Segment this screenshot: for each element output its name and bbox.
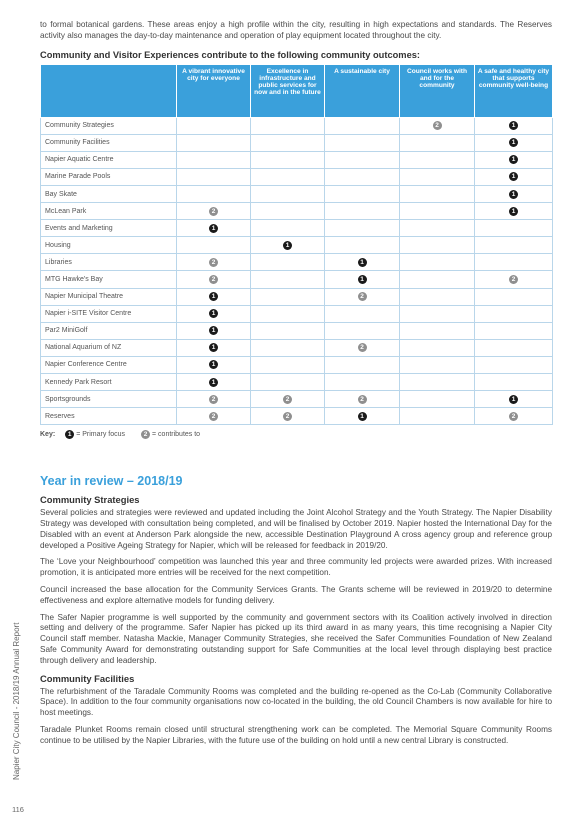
key-contributes-text: = contributes to	[152, 431, 201, 439]
row-activity-name: Kennedy Park Resort	[41, 374, 177, 391]
outcome-cell	[251, 117, 325, 134]
outcome-cell	[400, 356, 475, 373]
outcome-cell	[177, 220, 251, 237]
outcome-cell	[177, 254, 251, 271]
outcome-cell	[177, 151, 251, 168]
facilities-paragraph: The refurbishment of the Taradale Community Rooms was completed and the building re-opened as the Co-Lab (Community Collaborative Space). In addition to the four community organisations now co-located in the building, the old Council Chambers is now available for hire to host meetings.	[40, 686, 552, 718]
outcome-cell	[177, 237, 251, 254]
outcome-cell	[251, 134, 325, 151]
contributes-to-icon: 2	[509, 275, 518, 284]
outcome-cell	[251, 220, 325, 237]
primary-focus-icon: 1	[509, 207, 518, 216]
outcome-cell	[400, 374, 475, 391]
contributes-to-icon: 2	[209, 275, 218, 284]
outcome-cell	[177, 322, 251, 339]
outcome-cell	[251, 288, 325, 305]
primary-focus-icon: 1	[358, 412, 367, 421]
table-row	[41, 203, 553, 220]
outcome-cell	[251, 374, 325, 391]
document-page	[40, 20, 552, 753]
header-cell-blank	[41, 64, 177, 117]
row-activity-name: Community Facilities	[41, 134, 177, 151]
outcome-cell	[325, 391, 400, 408]
header-sustainable-city: A sustainable city	[325, 64, 400, 117]
outcome-cell	[400, 322, 475, 339]
outcome-cell	[251, 185, 325, 202]
outcome-cell	[177, 288, 251, 305]
table-row	[41, 134, 553, 151]
primary-focus-icon: 1	[509, 395, 518, 404]
outcome-cell	[177, 374, 251, 391]
strategies-paragraph: Several policies and strategies were reviewed and updated including the Joint Alcohol Strategy and the Youth Strategy. The Napier Disability Strategy was developed with consultation being completed, and will be finalised by October 2019. Napier hosted the International Day for the Disabled with an event at Anderson Park alongside the new, accessible Destination Playground A cross agency group and reference group developed a Positive Ageing Strategy for Napier, which will be released for feedback in 2019/20.	[40, 508, 552, 550]
outcome-cell	[325, 374, 400, 391]
header-safe-healthy-city: A safe and healthy city that supports community well-being	[475, 64, 553, 117]
outcome-cell	[325, 237, 400, 254]
outcome-cell	[475, 356, 553, 373]
table-row	[41, 356, 553, 373]
table-row	[41, 339, 553, 356]
primary-focus-icon: 1	[509, 172, 518, 181]
table-key	[40, 430, 552, 439]
outcome-cell	[475, 305, 553, 322]
outcome-cell	[400, 117, 475, 134]
outcome-cell	[400, 134, 475, 151]
outcome-cell	[325, 168, 400, 185]
table-body	[41, 117, 553, 425]
contributes-to-icon: 2	[358, 292, 367, 301]
primary-focus-icon: 1	[209, 378, 218, 387]
primary-focus-icon: 1	[509, 138, 518, 147]
outcome-cell	[325, 151, 400, 168]
contributes-to-icon: 2	[209, 412, 218, 421]
header-vibrant-city: A vibrant innovative city for everyone	[177, 64, 251, 117]
outcome-cell	[325, 408, 400, 425]
outcome-cell	[325, 220, 400, 237]
outcome-cell	[400, 168, 475, 185]
outcome-cell	[177, 339, 251, 356]
table-row	[41, 305, 553, 322]
outcome-cell	[325, 339, 400, 356]
strategies-paragraph: The ‘Love your Neighbourhood’ competition was launched this year and three community led projects were awarded prizes. With increased promotion, it is anticipated more entries will be received for the next competition.	[40, 557, 552, 578]
table-row	[41, 220, 553, 237]
outcome-cell	[177, 305, 251, 322]
row-activity-name: Sportsgrounds	[41, 391, 177, 408]
primary-focus-icon: 1	[358, 258, 367, 267]
contributes-to-icon: 2	[283, 412, 292, 421]
facilities-paragraph: Taradale Plunket Rooms remain closed until structural strengthening work can be completed. The Memorial Square Community Rooms continue to be utilised by the Napier Libraries, with the future use of the building on hold until a new central Library is constructed.	[40, 725, 552, 745]
contributes-to-icon: 2	[141, 430, 150, 439]
outcome-cell	[177, 203, 251, 220]
primary-focus-icon: 1	[509, 121, 518, 130]
outcome-cell	[325, 254, 400, 271]
outcome-cell	[400, 305, 475, 322]
outcome-cell	[251, 322, 325, 339]
table-row	[41, 288, 553, 305]
outcome-cell	[251, 391, 325, 408]
row-activity-name: Libraries	[41, 254, 177, 271]
table-row	[41, 117, 553, 134]
primary-focus-icon: 1	[209, 309, 218, 318]
outcome-cell	[325, 322, 400, 339]
outcomes-table	[40, 64, 553, 426]
row-activity-name: Napier i-SITE Visitor Centre	[41, 305, 177, 322]
outcome-cell	[177, 134, 251, 151]
outcome-cell	[177, 356, 251, 373]
primary-focus-icon: 1	[209, 343, 218, 352]
row-activity-name: Reserves	[41, 408, 177, 425]
contributes-to-icon: 2	[209, 207, 218, 216]
row-activity-name: Bay Skate	[41, 185, 177, 202]
outcome-cell	[325, 356, 400, 373]
row-activity-name: National Aquarium of NZ	[41, 339, 177, 356]
outcome-cell	[251, 305, 325, 322]
strategies-paragraph: Council increased the base allocation for the Community Services Grants. The Grants scheme will be reviewed in 2019/20 to determine effectiveness and explore alternative models for funding delivery.	[40, 585, 552, 605]
outcome-cell	[325, 203, 400, 220]
primary-focus-icon: 1	[358, 275, 367, 284]
table-row	[41, 391, 553, 408]
outcome-cell	[475, 339, 553, 356]
outcome-cell	[475, 391, 553, 408]
primary-focus-icon: 1	[209, 326, 218, 335]
table-row	[41, 374, 553, 391]
outcome-cell	[475, 254, 553, 271]
table-row	[41, 237, 553, 254]
outcome-cell	[177, 408, 251, 425]
outcome-cell	[400, 151, 475, 168]
outcome-cell	[325, 134, 400, 151]
table-row	[41, 151, 553, 168]
table-heading: Community and Visitor Experiences contribute to the following community outcomes:	[40, 49, 421, 60]
strategies-paragraph: The Safer Napier programme is well supported by the community and government sectors with its Coalition actively involved in direction setting and delivery of the programme. Safer Napier has picked up its third award in as many years, this time recognising a Napier City Council staff member. Natasha Mackie, Manager Community Strategies, she received the Safer Communities Foundation of New Zealand Safe Community Award for demonstrating outstanding support for Safe Communities at the local level through displaying best practice through delivery and leadership.	[40, 612, 552, 665]
key-primary	[65, 430, 125, 439]
row-activity-name: Marine Parade Pools	[41, 168, 177, 185]
outcome-cell	[475, 322, 553, 339]
outcome-cell	[251, 151, 325, 168]
outcome-cell	[325, 117, 400, 134]
outcome-cell	[251, 356, 325, 373]
outcome-cell	[400, 271, 475, 288]
outcome-cell	[475, 134, 553, 151]
outcome-cell	[400, 288, 475, 305]
outcome-cell	[400, 408, 475, 425]
outcome-cell	[325, 271, 400, 288]
table-row	[41, 168, 553, 185]
year-in-review-heading: Year in review – 2018/19	[40, 474, 183, 489]
outcome-cell	[251, 271, 325, 288]
row-activity-name: Napier Aquatic Centre	[41, 151, 177, 168]
row-activity-name: Community Strategies	[41, 117, 177, 134]
row-activity-name: Events and Marketing	[41, 220, 177, 237]
outcome-cell	[251, 339, 325, 356]
outcome-cell	[325, 288, 400, 305]
outcome-cell	[325, 185, 400, 202]
row-activity-name: Par2 MiniGolf	[41, 322, 177, 339]
outcome-cell	[475, 237, 553, 254]
primary-focus-icon: 1	[65, 430, 74, 439]
key-primary-text: = Primary focus	[76, 431, 126, 439]
contributes-to-icon: 2	[209, 395, 218, 404]
outcome-cell	[177, 391, 251, 408]
outcome-cell	[177, 271, 251, 288]
table-row	[41, 408, 553, 425]
outcome-cell	[475, 185, 553, 202]
outcome-cell	[251, 408, 325, 425]
row-activity-name: Napier Conference Centre	[41, 356, 177, 373]
outcome-cell	[251, 254, 325, 271]
outcome-cell	[475, 288, 553, 305]
intro-paragraph: to formal botanical gardens. These areas enjoy a high profile within the city, resulting in high expectations and standards. The Reserves activity also manages the day-to-day maintenance and operation of play equipment located throughout the city.	[40, 20, 552, 40]
outcome-cell	[475, 374, 553, 391]
outcome-cell	[251, 203, 325, 220]
outcome-cell	[400, 339, 475, 356]
outcome-cell	[177, 117, 251, 134]
header-council-works: Council works with and for the community	[400, 64, 475, 117]
contributes-to-icon: 2	[358, 343, 367, 352]
sidebar-report-title: Napier City Council - 2018/19 Annual Report	[12, 622, 21, 780]
outcome-cell	[177, 168, 251, 185]
key-label: Key:	[40, 431, 56, 439]
primary-focus-icon: 1	[509, 155, 518, 164]
outcome-cell	[400, 203, 475, 220]
page-number: 116	[12, 805, 24, 814]
row-activity-name: Napier Municipal Theatre	[41, 288, 177, 305]
table-row	[41, 254, 553, 271]
outcome-cell	[177, 185, 251, 202]
outcome-cell	[251, 237, 325, 254]
outcome-cell	[475, 151, 553, 168]
row-activity-name: Housing	[41, 237, 177, 254]
primary-focus-icon: 1	[209, 292, 218, 301]
outcome-cell	[475, 168, 553, 185]
contributes-to-icon: 2	[283, 395, 292, 404]
outcome-cell	[400, 185, 475, 202]
header-excellence-infrastructure: Excellence in infrastructure and public services for now and in the future	[251, 64, 325, 117]
row-activity-name: McLean Park	[41, 203, 177, 220]
outcome-cell	[475, 271, 553, 288]
key-contributes	[141, 430, 200, 439]
outcome-cell	[400, 254, 475, 271]
table-row	[41, 271, 553, 288]
contributes-to-icon: 2	[209, 258, 218, 267]
primary-focus-icon: 1	[209, 360, 218, 369]
outcome-cell	[400, 391, 475, 408]
primary-focus-icon: 1	[209, 224, 218, 233]
primary-focus-icon: 1	[283, 241, 292, 250]
outcome-cell	[475, 408, 553, 425]
outcome-cell	[475, 203, 553, 220]
contributes-to-icon: 2	[358, 395, 367, 404]
outcome-cell	[251, 168, 325, 185]
community-strategies-heading: Community Strategies	[40, 494, 140, 506]
community-facilities-heading: Community Facilities	[40, 672, 135, 684]
outcome-cell	[400, 237, 475, 254]
primary-focus-icon: 1	[509, 190, 518, 199]
outcome-cell	[325, 305, 400, 322]
outcome-cell	[400, 220, 475, 237]
table-row	[41, 185, 553, 202]
table-header-row	[41, 64, 553, 117]
contributes-to-icon: 2	[433, 121, 442, 130]
table-row	[41, 322, 553, 339]
row-activity-name: MTG Hawke's Bay	[41, 271, 177, 288]
outcome-cell	[475, 220, 553, 237]
contributes-to-icon: 2	[509, 412, 518, 421]
outcome-cell	[475, 117, 553, 134]
